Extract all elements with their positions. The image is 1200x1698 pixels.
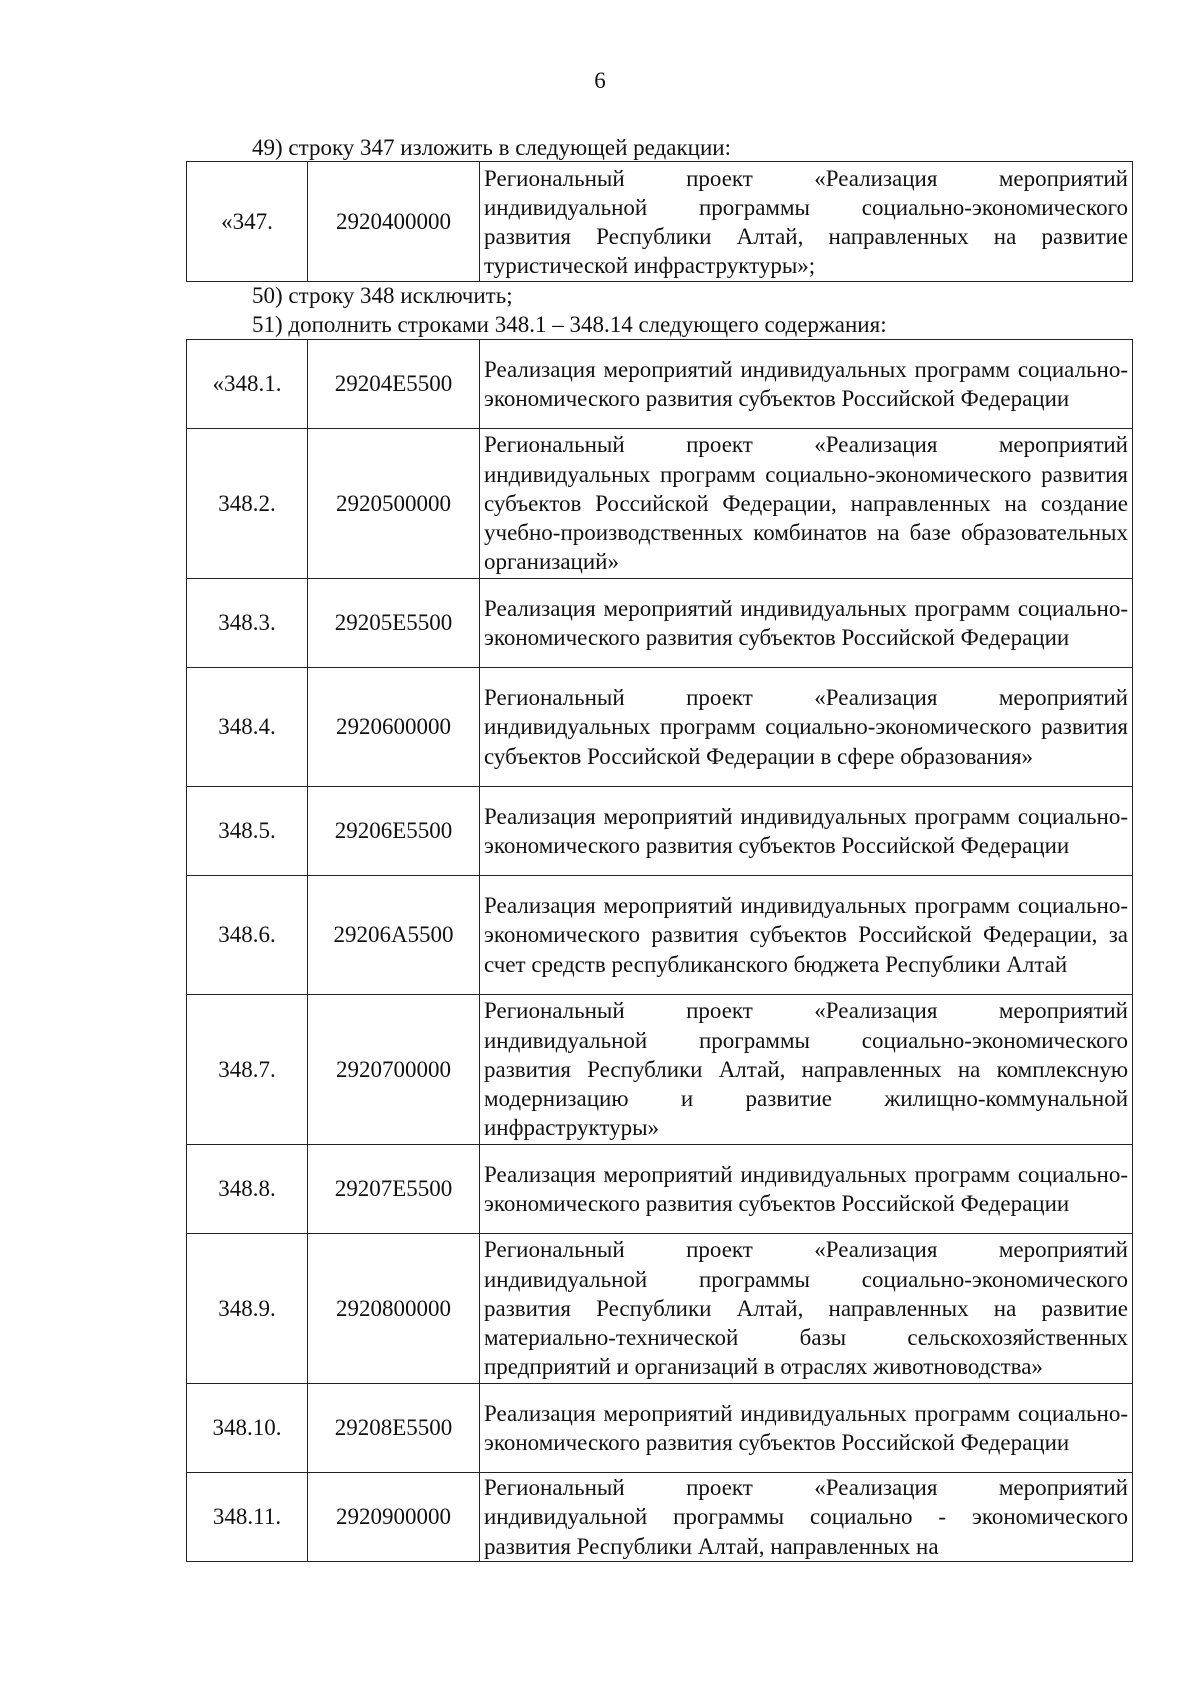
row-description: Реализация мероприятий индивидуальных программ социально-экономического развития субъектов Российской Федерации (480, 1145, 1133, 1234)
row-description: Региональный проект «Реализация мероприятий индивидуальной программы социально - экономического развития Республики Алтай, направленных на (480, 1473, 1133, 1562)
table-row (187, 162, 1133, 282)
item-51-text: 51) дополнить строками 348.1 – 348.14 следующего содержания: (252, 312, 887, 337)
row-347-table (186, 161, 1133, 282)
table-row (187, 876, 1133, 995)
row-description: Региональный проект «Реализация мероприятий индивидуальной программы социально-экономического развития Республики Алтай, направленных на развитие материально-технической базы сельскохозяйственных предприятий и организаций в отраслях животноводства» (480, 1234, 1133, 1384)
table-row (187, 1145, 1133, 1234)
row-number: 348.6. (187, 876, 308, 995)
table-row (187, 787, 1133, 876)
row-description: Региональный проект «Реализация мероприятий индивидуальной программы социально-экономического развития Республики Алтай, направленных на комплексную модернизацию и развитие жилищно-коммунальной инфраструктуры» (480, 995, 1133, 1145)
row-code: 2920900000 (308, 1473, 480, 1562)
table-row (187, 340, 1133, 429)
row-number: 348.4. (187, 668, 308, 787)
row-code: 29205E5500 (308, 579, 480, 668)
row-description: Реализация мероприятий индивидуальных программ социально-экономического развития субъектов Российской Федерации (480, 787, 1133, 876)
rows-348-table (186, 339, 1133, 1562)
row-code: 2920600000 (308, 668, 480, 787)
row-code: 29208E5500 (308, 1384, 480, 1473)
row-description: Региональный проект «Реализация мероприятий индивидуальной программы социально-экономического развития Республики Алтай, направленных на развитие туристической инфраструктуры»; (480, 162, 1133, 282)
row-description: Региональный проект «Реализация мероприятий индивидуальных программ социально-экономического развития субъектов Российской Федерации, направленных на создание учебно-производственных комбинатов на базе образовательных организаций» (480, 429, 1133, 579)
row-number: 348.2. (187, 429, 308, 579)
row-number: «347. (187, 162, 308, 282)
row-code: 29206A5500 (308, 876, 480, 995)
table-row (187, 668, 1133, 787)
row-description: Реализация мероприятий индивидуальных программ социально-экономического развития субъектов Российской Федерации (480, 579, 1133, 668)
table-row (187, 995, 1133, 1145)
table-row (187, 579, 1133, 668)
row-description: Реализация мероприятий индивидуальных программ социально-экономического развития субъектов Российской Федерации (480, 340, 1133, 429)
row-description: Региональный проект «Реализация мероприятий индивидуальных программ социально-экономического развития субъектов Российской Федерации в сфере образования» (480, 668, 1133, 787)
row-code: 29204E5500 (308, 340, 480, 429)
row-number: 348.8. (187, 1145, 308, 1234)
item-49-text: 49) строку 347 изложить в следующей редакции: (252, 135, 731, 160)
page-number: 6 (594, 68, 606, 93)
table-row (187, 1473, 1133, 1562)
row-number: 348.5. (187, 787, 308, 876)
row-code: 29206E5500 (308, 787, 480, 876)
row-code: 29207E5500 (308, 1145, 480, 1234)
table-row (187, 1384, 1133, 1473)
row-description: Реализация мероприятий индивидуальных программ социально-экономического развития субъектов Российской Федерации, за счет средств республиканского бюджета Республики Алтай (480, 876, 1133, 995)
row-code: 2920800000 (308, 1234, 480, 1384)
row-code: 2920500000 (308, 429, 480, 579)
row-code: 2920400000 (308, 162, 480, 282)
row-number: «348.1. (187, 340, 308, 429)
row-number: 348.9. (187, 1234, 308, 1384)
table-row (187, 429, 1133, 579)
row-description: Реализация мероприятий индивидуальных программ социально-экономического развития субъектов Российской Федерации (480, 1384, 1133, 1473)
row-number: 348.10. (187, 1384, 308, 1473)
row-number: 348.11. (187, 1473, 308, 1562)
table-row (187, 1234, 1133, 1384)
row-number: 348.7. (187, 995, 308, 1145)
row-number: 348.3. (187, 579, 308, 668)
item-50-text: 50) строку 348 исключить; (252, 283, 513, 308)
row-code: 2920700000 (308, 995, 480, 1145)
